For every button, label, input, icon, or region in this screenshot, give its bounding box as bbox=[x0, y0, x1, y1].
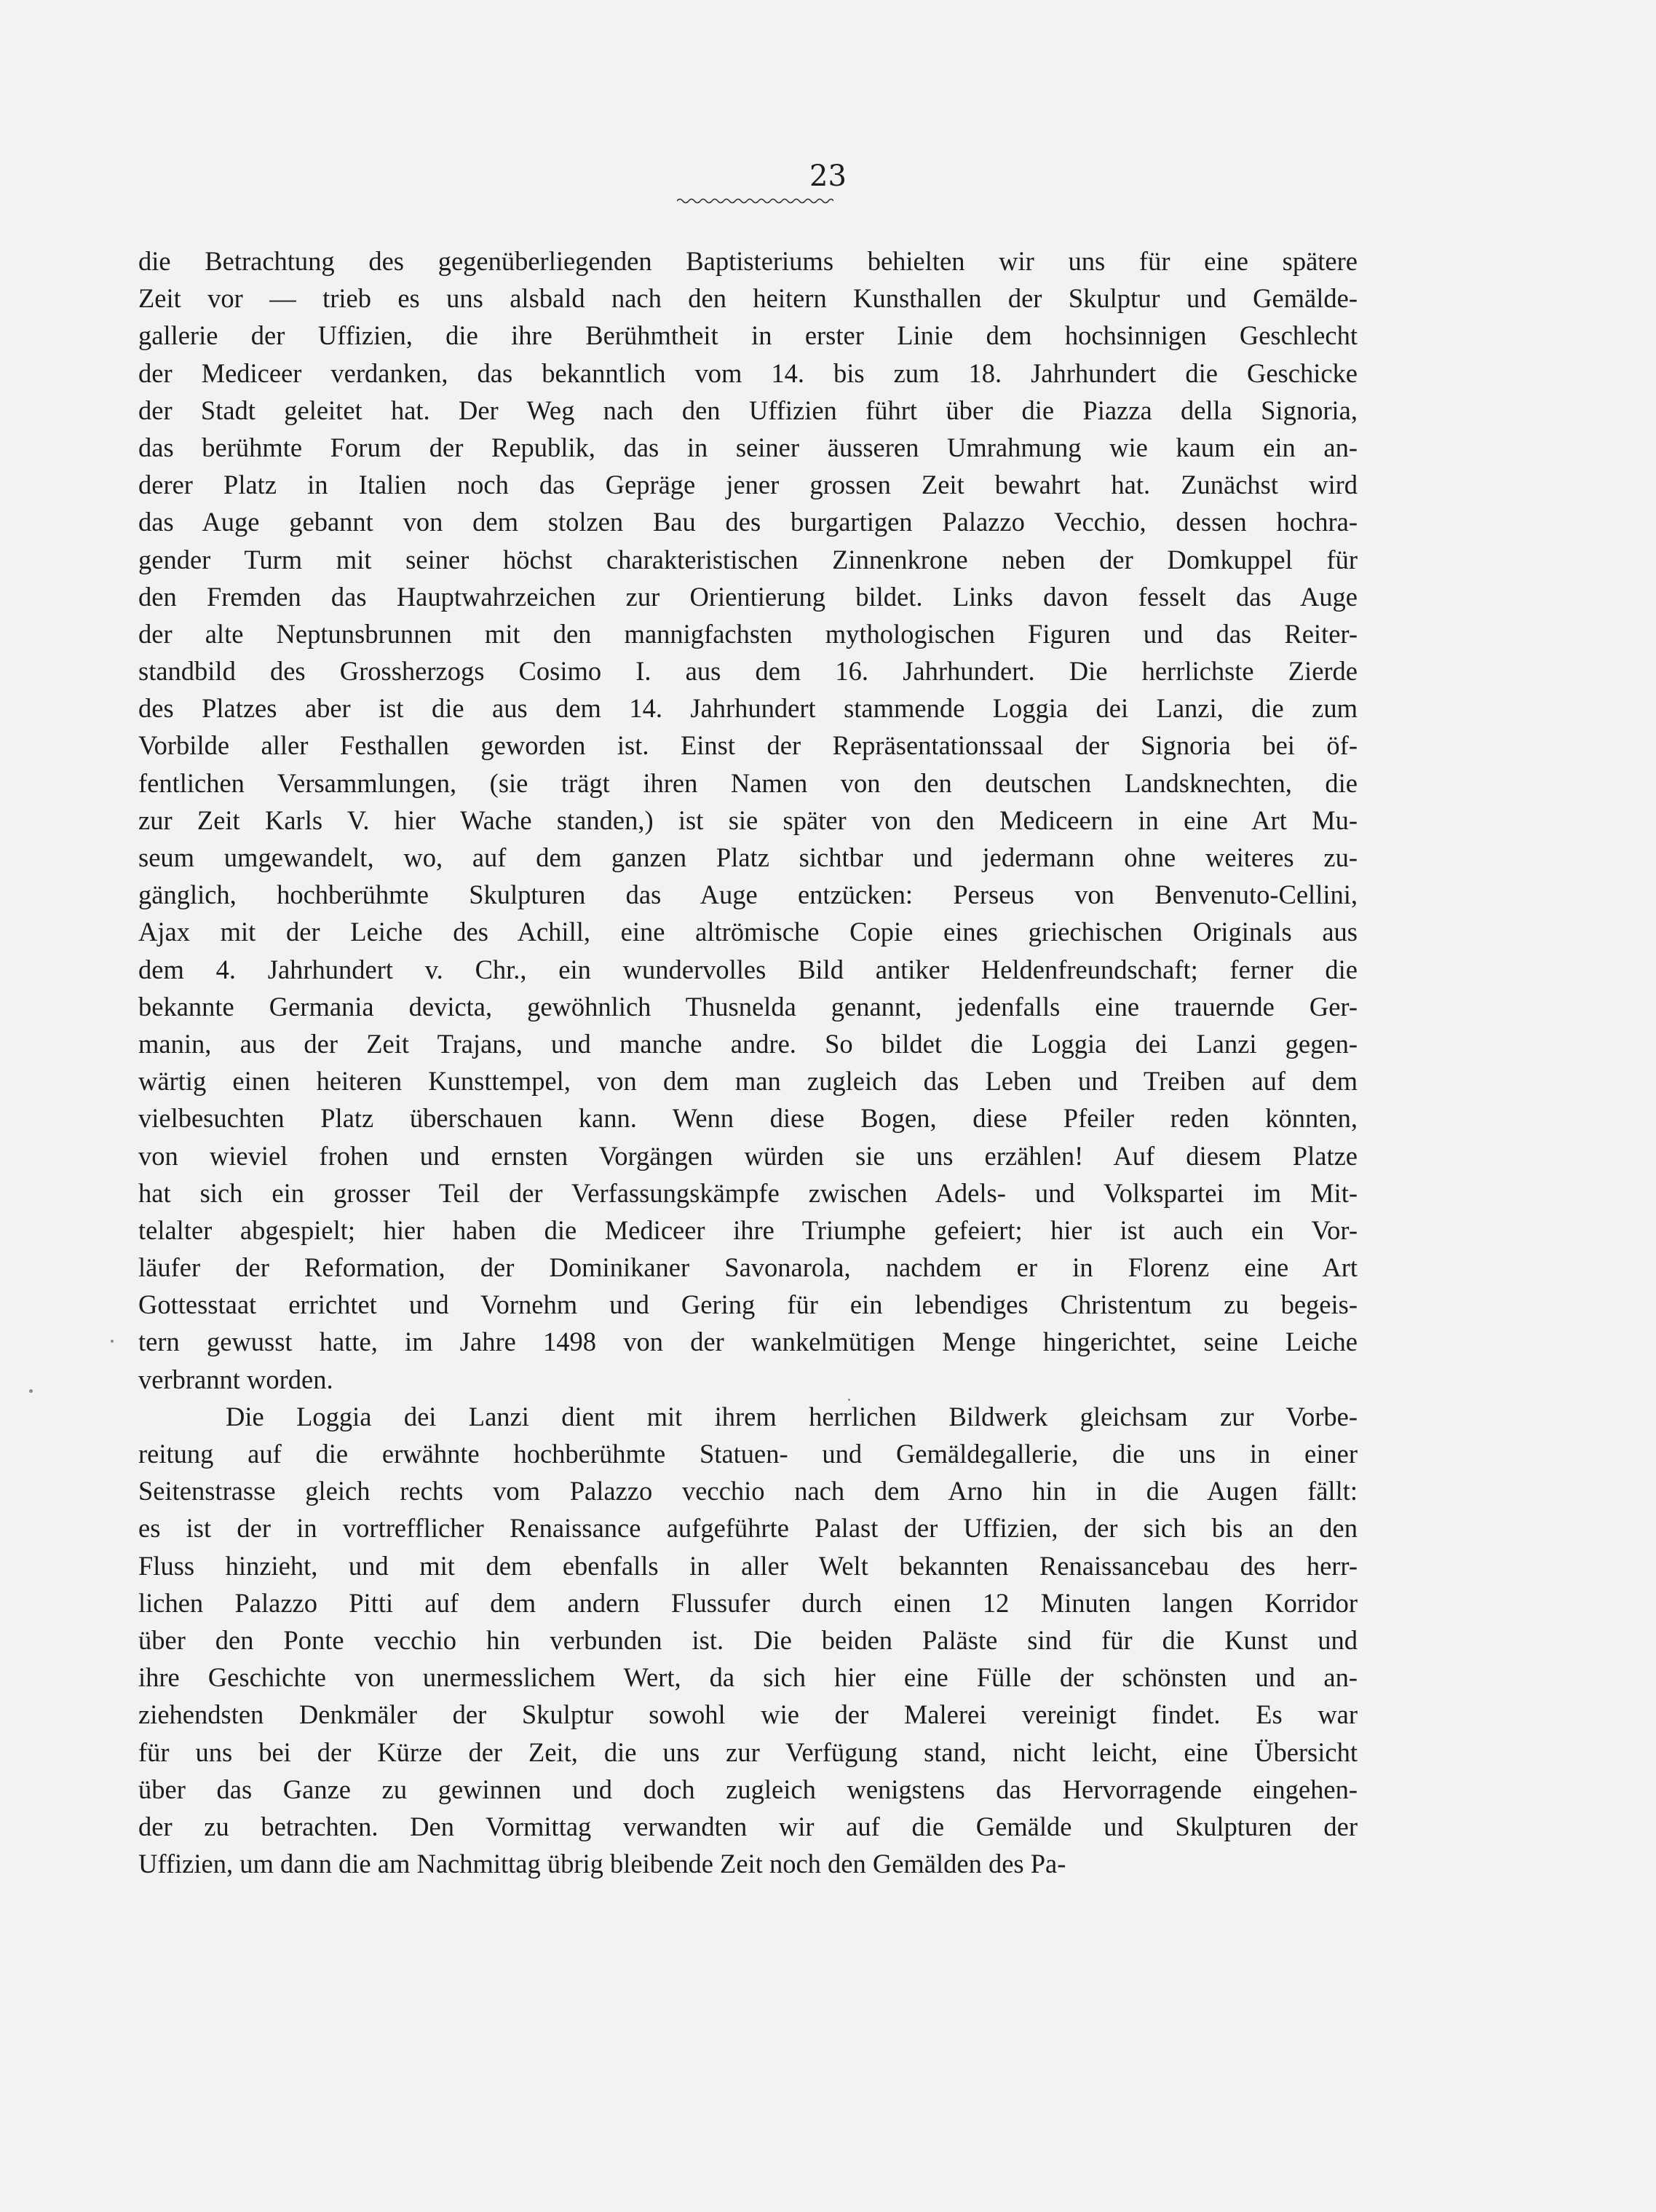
text-line: reitung auf die erwähnte hochberühmte Statuen- und Gemäldegallerie, die uns in einer bbox=[138, 1439, 1358, 1469]
text-line: der Stadt geleitet hat. Der Weg nach den Uffizien führt über die Piazza della Signoria, bbox=[138, 395, 1358, 425]
text-line: lichen Palazzo Pitti auf dem andern Flussufer durch einen 12 Minuten langen Korridor bbox=[138, 1587, 1358, 1618]
body-text bbox=[138, 242, 1358, 1882]
text-line: Ajax mit der Leiche des Achill, eine altrömische Copie eines griechischen Originals aus bbox=[138, 917, 1358, 947]
text-line: ziehendsten Denkmäler der Skulptur sowohl wie der Malerei vereinigt findet. Es war bbox=[138, 1699, 1358, 1730]
text-line: Vorbilde aller Festhallen geworden ist. Einst der Repräsentationssaal der Signoria bei öf- bbox=[138, 730, 1358, 761]
paragraph-1 bbox=[138, 242, 1358, 1398]
margin-speck bbox=[848, 1399, 850, 1401]
text-line: telalter abgespielt; hier haben die Mediceer ihre Triumphe gefeiert; hier ist auch ein Vor- bbox=[138, 1214, 1358, 1245]
text-line: Gottesstaat errichtet und Vornehm und Gering für ein lebendiges Christentum zu begeis- bbox=[138, 1289, 1358, 1320]
text-line: fentlichen Versammlungen, (sie trägt ihren Namen von den deutschen Landsknechten, die bbox=[138, 767, 1358, 798]
text-line: bekannte Germania devicta, gewöhnlich Thusnelda genannt, jedenfalls eine trauernde Ger- bbox=[138, 991, 1358, 1022]
text-line: es ist der in vortrefflicher Renaissance aufgeführte Palast der Uffizien, der sich bis an den bbox=[138, 1513, 1358, 1544]
text-line: vielbesuchten Platz überschauen kann. Wenn diese Bogen, diese Pfeiler reden könnten, bbox=[138, 1103, 1358, 1134]
text-line: Fluss hinzieht, und mit dem ebenfalls in aller Welt bekannten Renaissancebau des herr- bbox=[138, 1550, 1358, 1581]
text-line: Die Loggia dei Lanzi dient mit ihrem herrlichen Bildwerk gleichsam zur Vorbe- bbox=[226, 1401, 1358, 1431]
page-number: 23 bbox=[809, 159, 847, 193]
text-line: der Mediceer verdanken, das bekanntlich vom 14. bis zum 18. Jahrhundert die Geschicke bbox=[138, 358, 1358, 388]
text-line: verbrannt worden. bbox=[138, 1364, 333, 1394]
text-line: standbild des Grossherzogs Cosimo I. aus dem 16. Jahrhundert. Die herrlichste Zierde bbox=[138, 656, 1358, 687]
text-line: von wieviel frohen und ernsten Vorgängen würden sie uns erzählen! Auf diesem Platze bbox=[138, 1140, 1358, 1171]
text-line: hat sich ein grosser Teil der Verfassungskämpfe zwischen Adels- und Volkspartei im Mit- bbox=[138, 1177, 1358, 1208]
text-line: über das Ganze zu gewinnen und doch zugleich wenigstens das Hervorragende eingehen- bbox=[138, 1774, 1358, 1804]
text-line: Uffizien, um dann die am Nachmittag übrig bleibende Zeit noch den Gemälden des Pa- bbox=[138, 1849, 1066, 1879]
text-line: über den Ponte vecchio hin verbunden ist. Die beiden Paläste sind für die Kunst und bbox=[138, 1624, 1358, 1655]
text-line: ihre Geschichte von unermesslichem Wert, da sich hier eine Fülle der schönsten und an- bbox=[138, 1662, 1358, 1693]
text-line: manin, aus der Zeit Trajans, und manche andre. So bildet die Loggia dei Lanzi gegen- bbox=[138, 1028, 1358, 1059]
margin-speck bbox=[29, 1389, 33, 1393]
text-line: gender Turm mit seiner höchst charakteristischen Zinnenkrone neben der Domkuppel für bbox=[138, 544, 1358, 574]
text-line: das berühmte Forum der Republik, das in seiner äusseren Umrahmung wie kaum ein an- bbox=[138, 432, 1358, 462]
text-line: die Betrachtung des gegenüberliegenden Baptisteriums behielten wir uns für eine spätere bbox=[138, 246, 1358, 276]
text-line: des Platzes aber ist die aus dem 14. Jahrhundert stammende Loggia dei Lanzi, die zum bbox=[138, 693, 1358, 724]
text-line: seum umgewandelt, wo, auf dem ganzen Platz sichtbar und jedermann ohne weiteres zu- bbox=[138, 842, 1358, 872]
wavy-rule-ornament bbox=[677, 197, 833, 205]
text-line: Seitenstrasse gleich rechts vom Palazzo vecchio nach dem Arno hin in die Augen fällt: bbox=[138, 1476, 1358, 1506]
text-line: der alte Neptunsbrunnen mit den mannigfachsten mythologischen Figuren und das Reiter- bbox=[138, 618, 1358, 649]
text-line: den Fremden das Hauptwahrzeichen zur Orientierung bildet. Links davon fesselt das Auge bbox=[138, 581, 1358, 612]
text-line: gallerie der Uffizien, die ihre Berühmtheit in erster Linie dem hochsinnigen Geschlecht bbox=[138, 320, 1358, 351]
paragraph-2 bbox=[138, 1398, 1358, 1882]
margin-speck bbox=[111, 1340, 114, 1343]
text-line: tern gewusst hatte, im Jahre 1498 von der wankelmütigen Menge hingerichtet, seine Leiche bbox=[138, 1327, 1358, 1357]
text-line: läufer der Reformation, der Dominikaner Savonarola, nachdem er in Florenz eine Art bbox=[138, 1252, 1358, 1283]
text-line: zur Zeit Karls V. hier Wache standen,) ist sie später von den Mediceern in eine Art Mu- bbox=[138, 805, 1358, 835]
text-line: wärtig einen heiteren Kunsttempel, von dem man zugleich das Leben und Treiben auf dem bbox=[138, 1066, 1358, 1097]
text-line: für uns bei der Kürze der Zeit, die uns zur Verfügung stand, nicht leicht, eine Übersicht bbox=[138, 1737, 1358, 1767]
text-line: gänglich, hochberühmte Skulpturen das Auge entzücken: Perseus von Benvenuto-Cellini, bbox=[138, 880, 1358, 910]
text-line: das Auge gebannt von dem stolzen Bau des burgartigen Palazzo Vecchio, dessen hochra- bbox=[138, 507, 1358, 537]
text-line: Zeit vor — trieb es uns alsbald nach den heitern Kunsthallen der Skulptur und Gemälde- bbox=[138, 283, 1358, 314]
text-line: dem 4. Jahrhundert v. Chr., ein wundervolles Bild antiker Heldenfreundschaft; ferner die bbox=[138, 954, 1358, 984]
text-line: derer Platz in Italien noch das Gepräge jener grossen Zeit bewahrt hat. Zunächst wird bbox=[138, 470, 1358, 500]
text-line: der zu betrachten. Den Vormittag verwandten wir auf die Gemälde und Skulpturen der bbox=[138, 1811, 1358, 1841]
